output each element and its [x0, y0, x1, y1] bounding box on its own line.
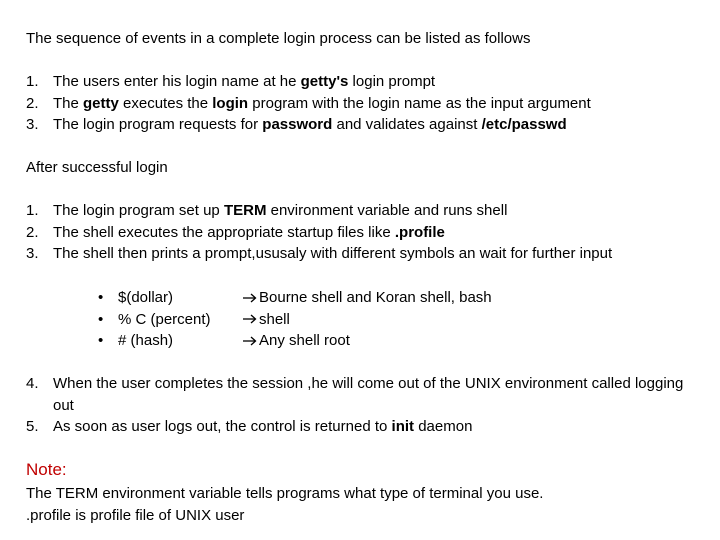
symbol-meaning: Any shell root: [259, 332, 350, 349]
symbol-label: # (hash): [118, 332, 174, 349]
emphasis-text: getty's: [300, 73, 349, 90]
item-text: When the user completes the session ,he will come out of the UNIX environment called logging out: [53, 375, 684, 414]
after-login-heading: After successful login: [26, 159, 168, 176]
item-text: As soon as user logs out, the control is returned to: [53, 418, 392, 435]
bullet: •: [98, 289, 104, 306]
item-text: environment variable and runs shell: [266, 202, 508, 219]
symbol-label: $(dollar): [118, 289, 174, 306]
list-item: [26, 93, 700, 115]
item-text: The users enter his login name at he: [53, 73, 301, 90]
item-number: 1.: [26, 73, 39, 90]
list-item: [26, 243, 700, 265]
bullet: •: [98, 310, 104, 328]
emphasis-text: password: [262, 116, 333, 133]
emphasis-text: .profile: [394, 223, 445, 241]
item-text: login prompt: [348, 73, 436, 90]
symbol-meaning: shell: [259, 310, 290, 328]
arrow-right-icon: [243, 314, 257, 324]
list-item: [26, 200, 700, 222]
note-heading: Note:: [26, 460, 67, 479]
arrow-right-icon: [243, 336, 257, 346]
emphasis-text: init: [391, 418, 415, 435]
list-item: [26, 222, 700, 244]
list-item: [26, 71, 700, 93]
item-text: daemon: [414, 418, 473, 435]
prompt-symbols-list: [98, 287, 598, 352]
prompt-symbol-item: [98, 287, 598, 309]
item-number: 3.: [26, 245, 39, 262]
emphasis-text: login: [212, 94, 249, 112]
item-text: The: [53, 94, 84, 112]
item-text: executes the: [118, 94, 213, 112]
intro-text: The sequence of events in a complete login process can be listed as follows: [26, 30, 531, 47]
emphasis-text: TERM: [223, 202, 267, 219]
list-item: [26, 114, 700, 136]
after-login-steps-list: [26, 200, 700, 265]
item-number: 1.: [26, 202, 39, 219]
login-steps-list: [26, 71, 700, 136]
item-text: program with the login name as the input argument: [248, 94, 591, 112]
list-item: [26, 416, 700, 438]
item-number: 3.: [26, 116, 39, 133]
list-item: [26, 373, 700, 416]
arrow-right-icon: [243, 293, 257, 303]
item-number: 2.: [26, 223, 39, 241]
prompt-symbol-item: [98, 330, 598, 352]
item-text: The login program set up: [53, 202, 224, 219]
logout-steps-list: [26, 373, 700, 438]
item-number: 5.: [26, 418, 39, 435]
item-number: 2.: [26, 94, 39, 112]
item-text: The shell executes the appropriate startup files like: [53, 223, 395, 241]
symbol-label: % C (percent): [118, 310, 211, 328]
symbol-meaning: Bourne shell and Koran shell, bash: [259, 289, 492, 306]
emphasis-text: getty: [83, 94, 119, 112]
item-text: The shell then prints a prompt,ususaly with different symbols an wait for further input: [53, 245, 613, 262]
note-line: .profile is profile file of UNIX user: [26, 507, 245, 524]
bullet: •: [98, 332, 104, 349]
emphasis-text: /etc/passwd: [481, 116, 567, 133]
item-number: 4.: [26, 375, 39, 392]
item-text: and validates against: [332, 116, 482, 133]
item-text: The login program requests for: [53, 116, 263, 133]
prompt-symbol-item: [98, 309, 598, 331]
note-line: The TERM environment variable tells programs what type of terminal you use.: [26, 485, 544, 502]
